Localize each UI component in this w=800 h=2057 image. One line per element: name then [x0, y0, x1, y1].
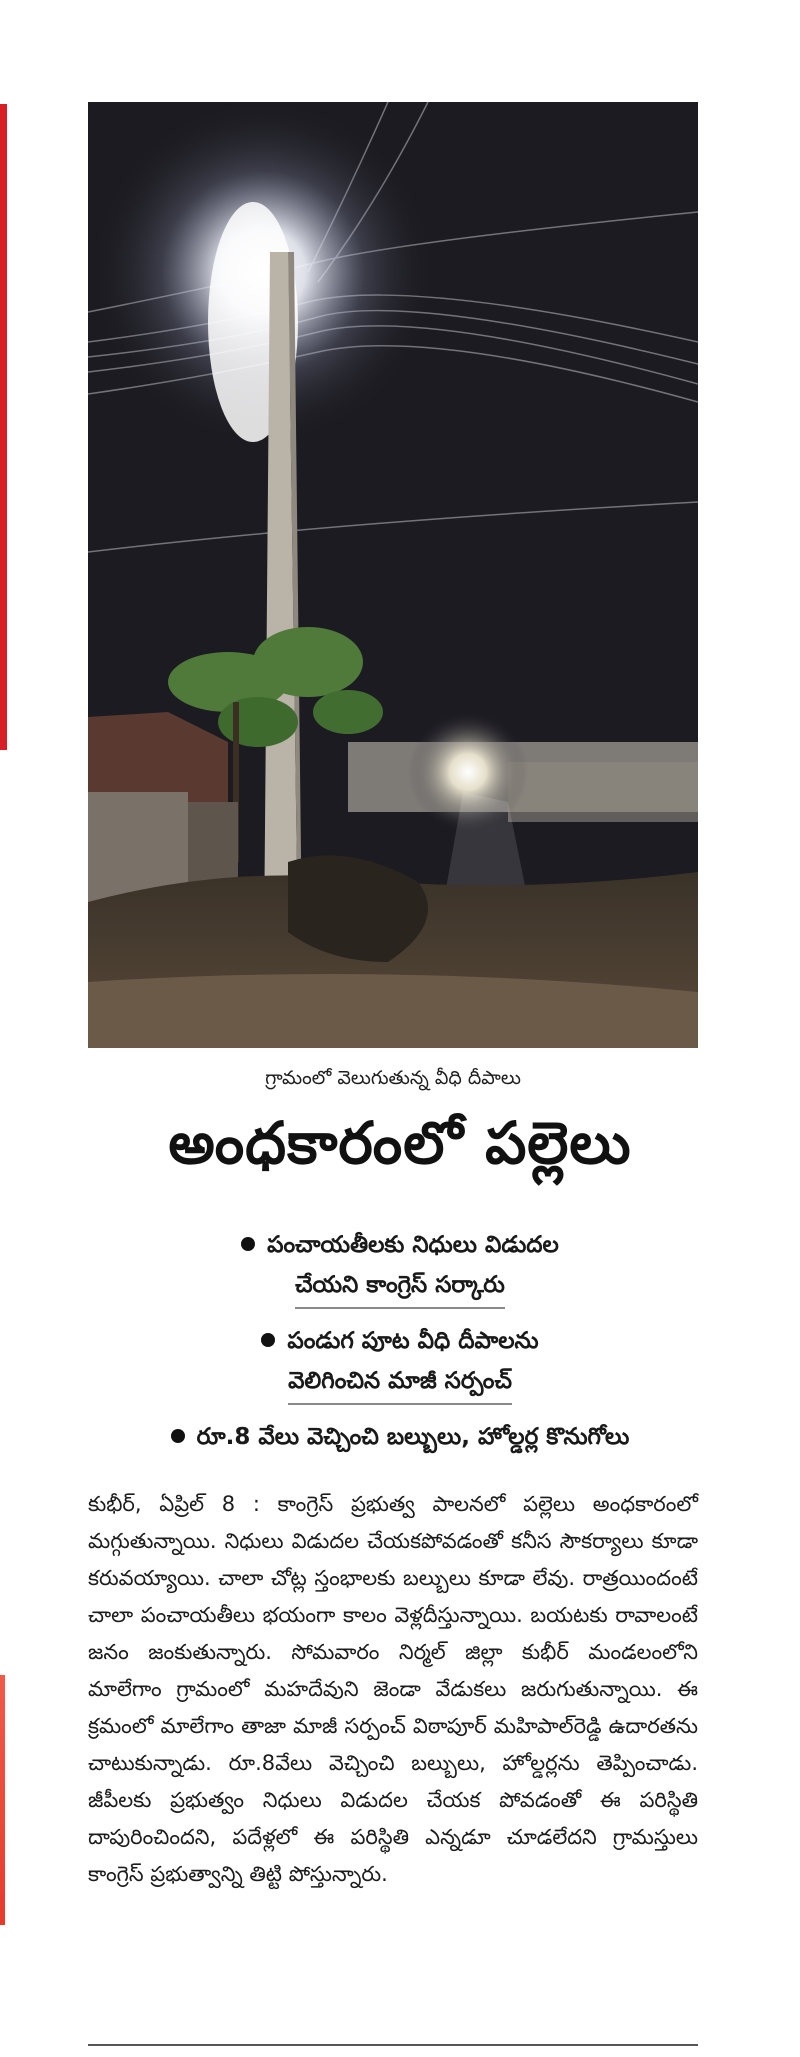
photo-caption: గ్రామంలో వెలుగుతున్న వీధి దీపాలు — [265, 1067, 521, 1089]
bullet-item — [60, 1225, 740, 1309]
bullet-item — [60, 1417, 740, 1457]
bullet-dot-icon — [171, 1429, 185, 1443]
bullet-line: పంచాయతీలకు నిధులు విడుదల — [267, 1232, 559, 1258]
bullet-line: రూ.8 వేలు వెచ్చించి బల్బులు, హోల్డర్ల కొనుగోలు — [196, 1424, 630, 1450]
headline: అంధకారంలో పల్లెలు — [168, 1109, 632, 1177]
bottom-divider — [88, 2044, 698, 2046]
article-paragraph: కుభీర్, ఏప్రిల్ 8 : కాంగ్రెస్ ప్రభుత్వ పాలనలో పల్లెలు అంధకారంలో మగ్గుతున్నాయి. నిధులు విడుదల చేయకపోవడంతో కనీస సౌకర్యాలు కూడా కరువయ్యాయి. చాలా చోట్ల స్తంభాలకు బల్బులు కూడా లేవు. రాత్రయిందంటే చాలా పంచాయతీలు భయంగా కాలం వెళ్లదీస్తున్నాయి. బయటకు రావాలంటే జనం జంకుతున్నారు. సోమవారం నిర్మల్ జిల్లా కుభీర్ మండలంలోని మాలేగాం గ్రామంలో మహదేవుని జెండా వేడుకలు జరుగుతున్నాయి. ఈ క్రమంలో మాలేగాం తాజా మాజీ సర్పంచ్ విఠాపూర్ మహిపాల్‌రెడ్డి ఉదారతను చాటుకున్నాడు. రూ.8వేలు వెచ్చించి బల్బులు, హోల్డర్లను తెప్పించాడు. జీపీలకు ప్రభుత్వం నిధులు విడుదల చేయక పోవడంతో ఈ పరిస్థితి దాపురించిందని, పదేళ్లలో ఈ పరిస్థితి ఎన్నడూ చూడలేదని గ్రామస్తులు కాంగ్రెస్ ప్రభుత్వాన్ని తిట్టి పోస్తున్నారు. — [88, 1492, 698, 1886]
bullet-dot-icon — [261, 1333, 275, 1347]
news-photo — [88, 102, 698, 1048]
bullet-item — [60, 1321, 740, 1405]
article-body — [88, 1486, 698, 1893]
bullet-line: పండుగ పూట వీధి దీపాలను — [287, 1328, 539, 1354]
red-edge-bar-lower — [0, 1675, 5, 1925]
red-edge-bar — [0, 104, 7, 750]
subheadline-bullets — [60, 1225, 740, 1469]
bullet-dot-icon — [241, 1237, 255, 1251]
street-light-pole-icon — [88, 102, 698, 1048]
bullet-line: వెలిగించిన మాజీ సర్పంచ్ — [288, 1361, 512, 1405]
bullet-line: చేయని కాంగ్రెస్ సర్కారు — [295, 1265, 505, 1309]
